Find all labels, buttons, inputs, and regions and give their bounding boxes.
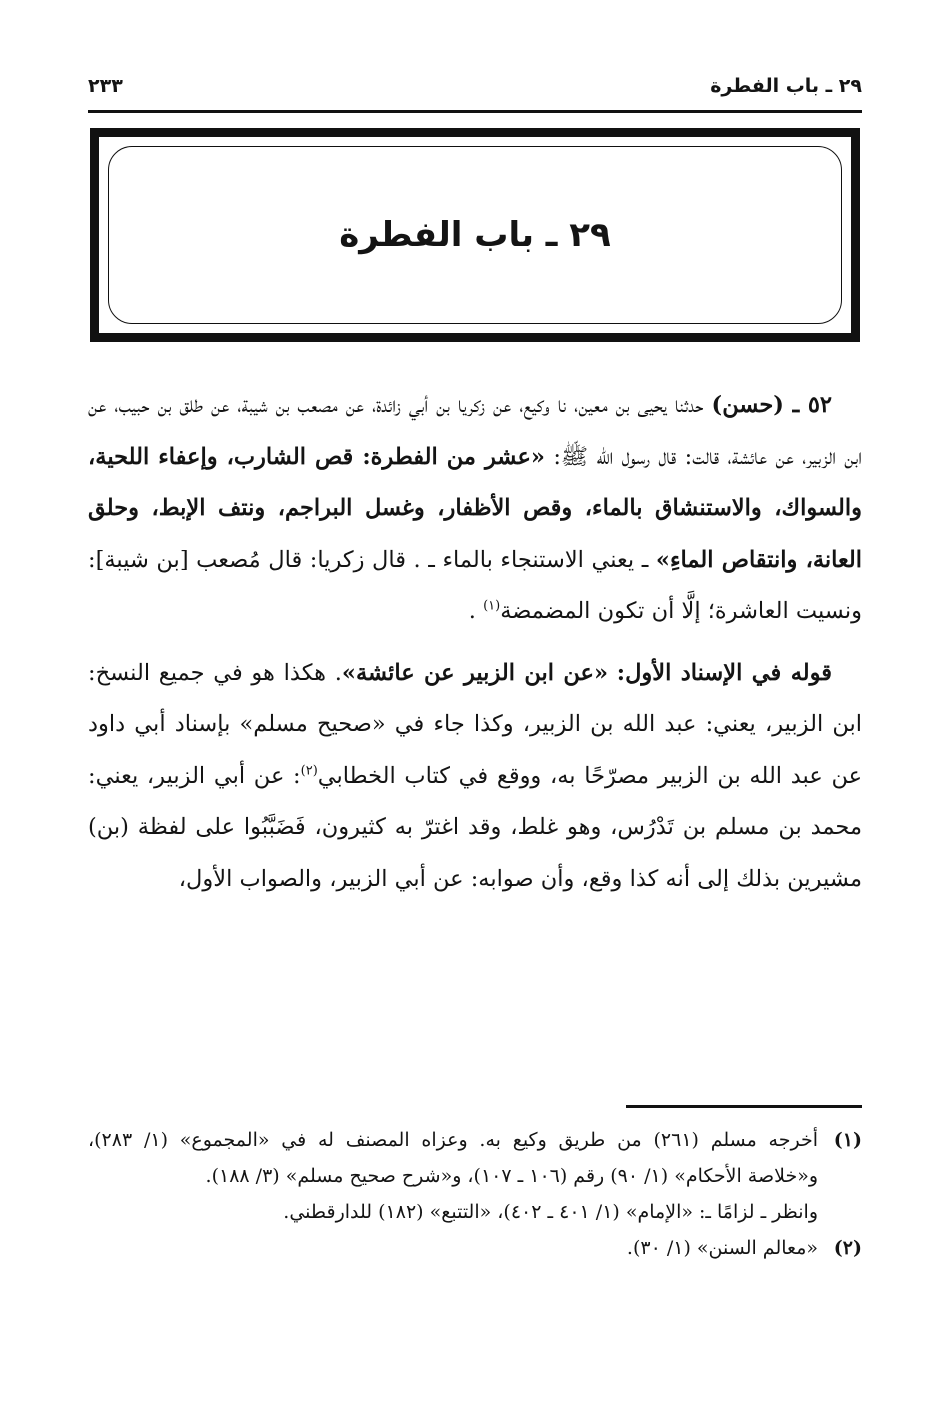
footnote-2-number: (٢) [833, 1237, 862, 1259]
page-number: ٢٣٣ [88, 75, 123, 97]
commentary-text-2: : عن أبي الزبير، يعني: محمد بن مسلم بن تَدْرُس، وهو غلط، وقد اغترّ به كثيرون، فَضَبَّبُوا على لفظة (بن) مشيرين بذلك إلى أنه كذا وقع، وأن صوابه: عن أبي الزبير، والصواب الأول، [88, 762, 862, 892]
footnote-2-line-1: «معالم السنن» (١/ ٣٠). [626, 1237, 818, 1259]
footnote-2 [88, 1230, 862, 1266]
footnote-ref-1[interactable]: (١) [483, 598, 501, 614]
book-page [88, 60, 862, 1380]
chapter-title-frame [90, 128, 860, 342]
commentary-lead: قوله في الإسناد الأول: [616, 659, 832, 686]
commentary-text-1: . هكذا هو في جميع النسخ: ابن الزبير، يعني: عبد الله بن الزبير، وكذا جاء في «صحيح مسلم» بإسناد أبي داود عن عبد الله بن الزبير مصرّحًا به، ووقع في كتاب الخطابي [88, 659, 862, 789]
footnote-1-line-1: أخرجه مسلم (٢٦١) من طريق وكيع به. وعزاه المصنف له في «المجموع» (١/ ٢٨٣)، و«خلاصة الأحكام» (١/ ٩٠) رقم (١٠٦ ـ ١٠٧)، و«شرح صحيح مسلم» (٣/ ١٨٨). [88, 1129, 818, 1187]
chapter-title: ٢٩ ـ باب الفطرة [339, 215, 611, 255]
chapter-title-inner-frame [108, 146, 842, 324]
header-rule [88, 110, 862, 113]
hadith-matn: «عشر من الفطرة: قص الشارب، وإعفاء اللحية، والسواك، والاستنشاق بالماء، وقص الأظفار، وغسل البراجم، ونتف الإبط، وحلق العانة، وانتقاص الماءِ» [88, 443, 863, 573]
hadith-paragraph [88, 380, 862, 638]
commentary-paragraph [88, 648, 862, 906]
footnotes [88, 1122, 862, 1266]
footnote-1 [88, 1122, 862, 1230]
hadith-isnad: حدثنا يحيى بن معين، نا وكيع، عن زكريا بن أبي زائدة، عن مصعب بن شيبة، عن طلق بن حبيب، عن ابن الزبير، عن عائشة، قالت: قال رسول الله ﷺ: [88, 392, 863, 470]
footnote-1-number: (١) [833, 1129, 862, 1151]
commentary-quote: «عن ابن الزبير عن عائشة» [341, 659, 609, 686]
hadith-end: . [468, 598, 476, 624]
hadith-after-matn: ـ يعني الاستنجاء بالماء ـ . قال زكريا: قال مُصعب [بن شيبة]: ونسيت العاشرة؛ إلَّا أن تكون المضمضة [88, 546, 862, 624]
main-text [88, 380, 862, 905]
running-head [88, 70, 862, 102]
running-head-chapter: ٢٩ ـ باب الفطرة [710, 75, 862, 97]
footnote-ref-2[interactable]: (٢) [300, 763, 318, 778]
footnote-1-line-2: وانظر ـ لزامًا ـ: «الإمام» (١/ ٤٠١ ـ ٤٠٢)، «التتبع» (١٨٢) للدارقطني. [283, 1201, 818, 1223]
hadith-number-grade: ٥٢ ـ (حسن) [711, 392, 832, 418]
footnote-1-text [88, 1122, 818, 1230]
footnote-separator [626, 1105, 862, 1108]
footnote-2-text [88, 1230, 818, 1266]
